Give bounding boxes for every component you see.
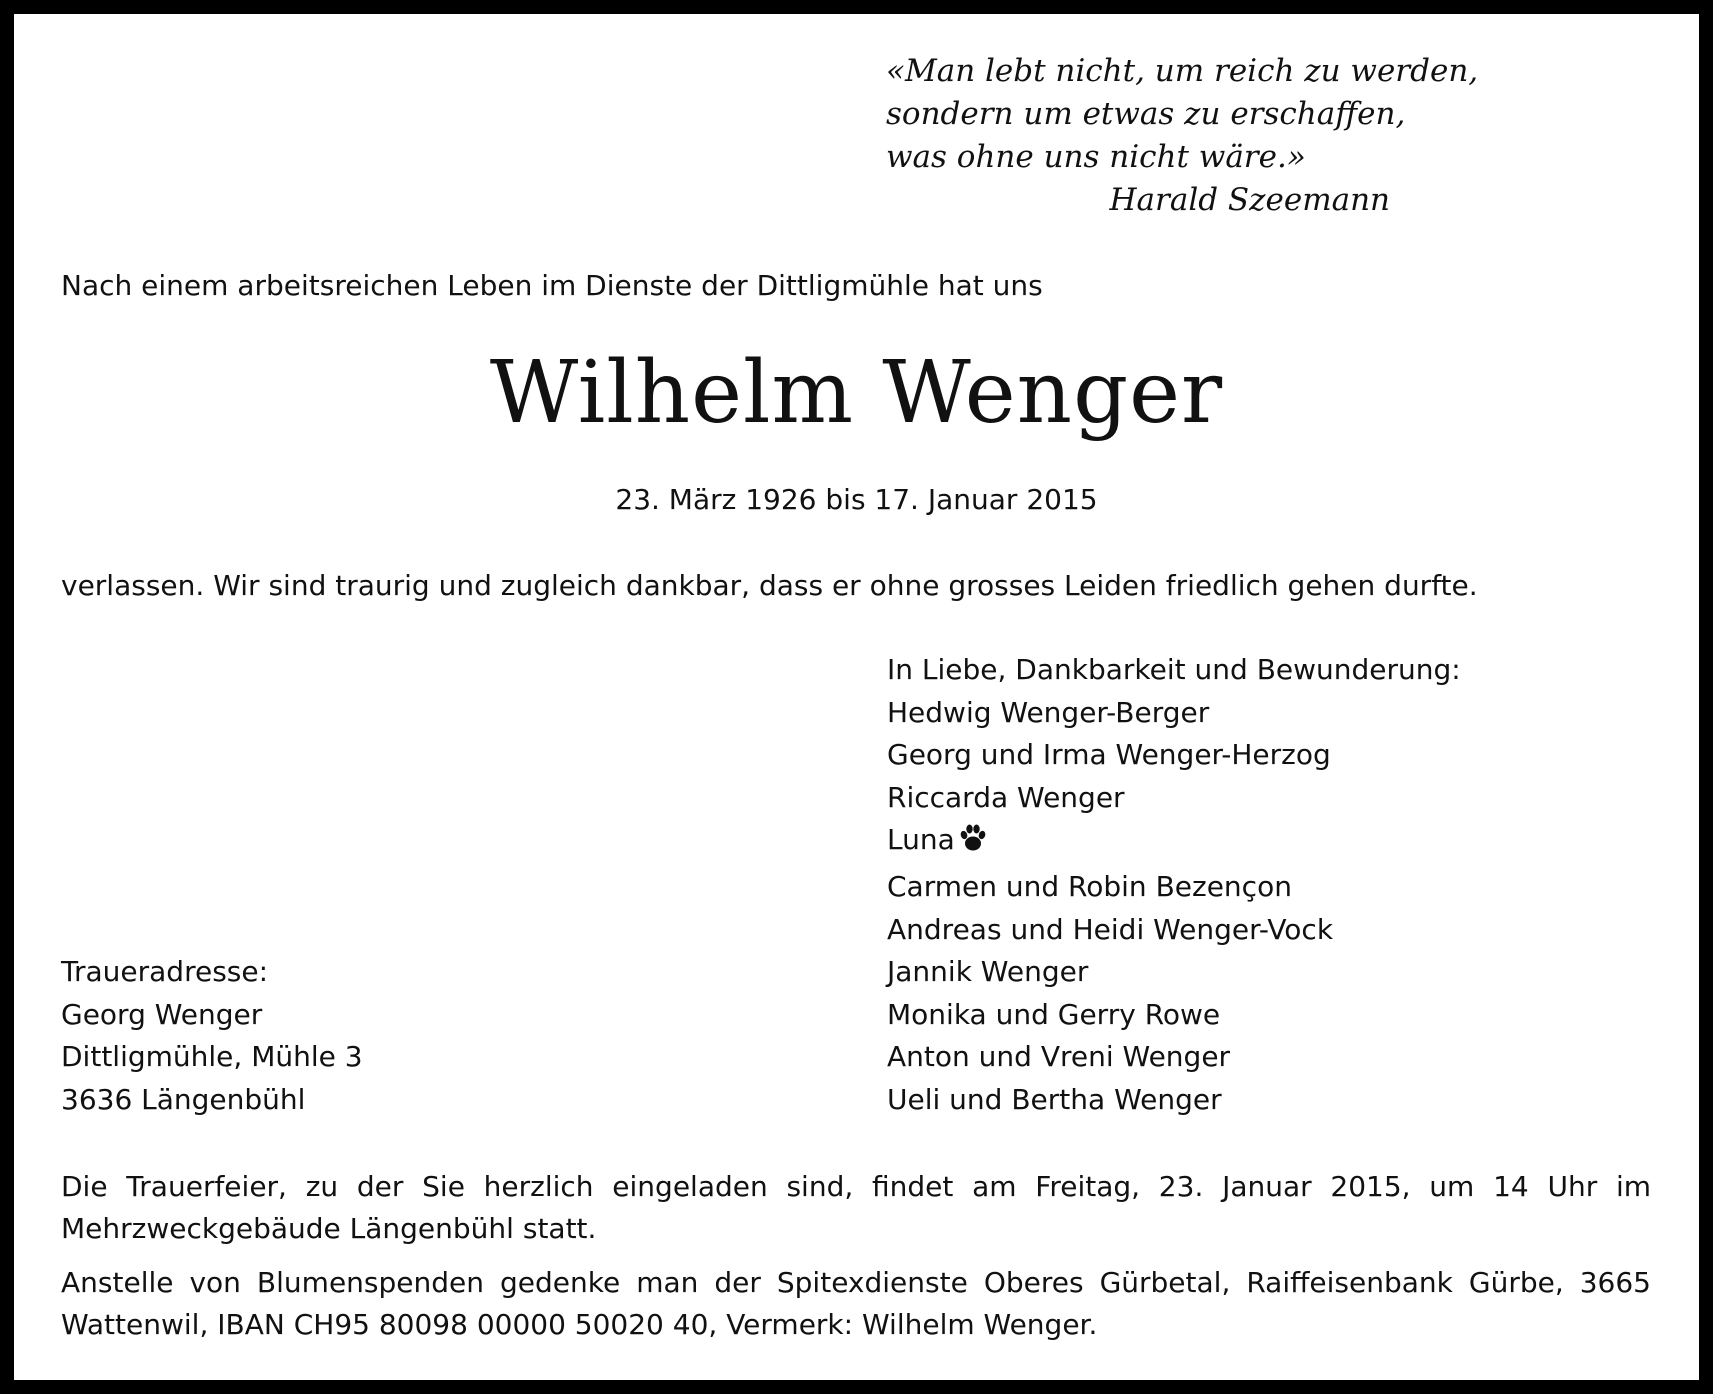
closing-text: verlassen. Wir sind traurig und zugleich dankbar, dass er ohne grosses Leiden friedlich gehen durfte. [61, 569, 1478, 602]
mourners-heading: In Liebe, Dankbarkeit und Bewunderung: [887, 653, 1461, 686]
mourners-list [887, 649, 1461, 1122]
deceased-name: Wilhelm Wenger [489, 343, 1224, 443]
mourner-luna-row [887, 819, 1461, 866]
quote-line: was ohne uns nicht wäre.» [886, 139, 1306, 175]
mourner-name: Anton und Vreni Wenger [887, 1040, 1231, 1074]
mourner-name: Ueli und Bertha Wenger [887, 1082, 1222, 1116]
mourner-name: Georg und Irma Wenger-Herzog [887, 738, 1331, 772]
address-label: Traueradresse: [61, 955, 269, 988]
quote-author: Harald Szeemann [1109, 182, 1390, 218]
mourner-name: Riccarda Wenger [887, 780, 1125, 814]
mourning-address [61, 951, 363, 1121]
quote-line: «Man lebt nicht, um reich zu werden, [886, 53, 1479, 89]
mourner-name: Hedwig Wenger-Berger [887, 695, 1210, 729]
donation-notice: Anstelle von Blumenspenden gedenke man der Spitexdienste Oberes Gürbetal, Raiffeisenbank Gürbe, 3665 Wattenwil, IBAN CH95 80098 00000 50020 40, Vermerk: Wilhelm Wenger. [61, 1266, 1651, 1341]
mourner-name: Monika und Gerry Rowe [887, 997, 1221, 1031]
intro-text: Nach einem arbeitsreichen Leben im Dienste der Dittligmühle hat uns [61, 269, 1043, 302]
address-name: Georg Wenger [61, 997, 263, 1031]
life-dates: 23. März 1926 bis 17. Januar 2015 [615, 483, 1098, 516]
address-street: Dittligmühle, Mühle 3 [61, 1040, 363, 1074]
mourner-name: Carmen und Robin Bezençon [887, 869, 1292, 903]
mourner-name: Andreas und Heidi Wenger-Vock [887, 912, 1334, 946]
quote-line: sondern um etwas zu erschaffen, [886, 96, 1406, 132]
epigraph-quote [886, 50, 1479, 222]
mourner-name: Jannik Wenger [887, 955, 1089, 989]
address-city: 3636 Längenbühl [61, 1082, 306, 1116]
paw-print-icon [959, 823, 987, 866]
ceremony-notice: Die Trauerfeier, zu der Sie herzlich eingeladen sind, findet am Freitag, 23. Januar 2015, um 14 Uhr im Mehrzweckgebäude Längenbühl statt. [61, 1170, 1651, 1245]
mourner-name: Luna [887, 823, 955, 857]
